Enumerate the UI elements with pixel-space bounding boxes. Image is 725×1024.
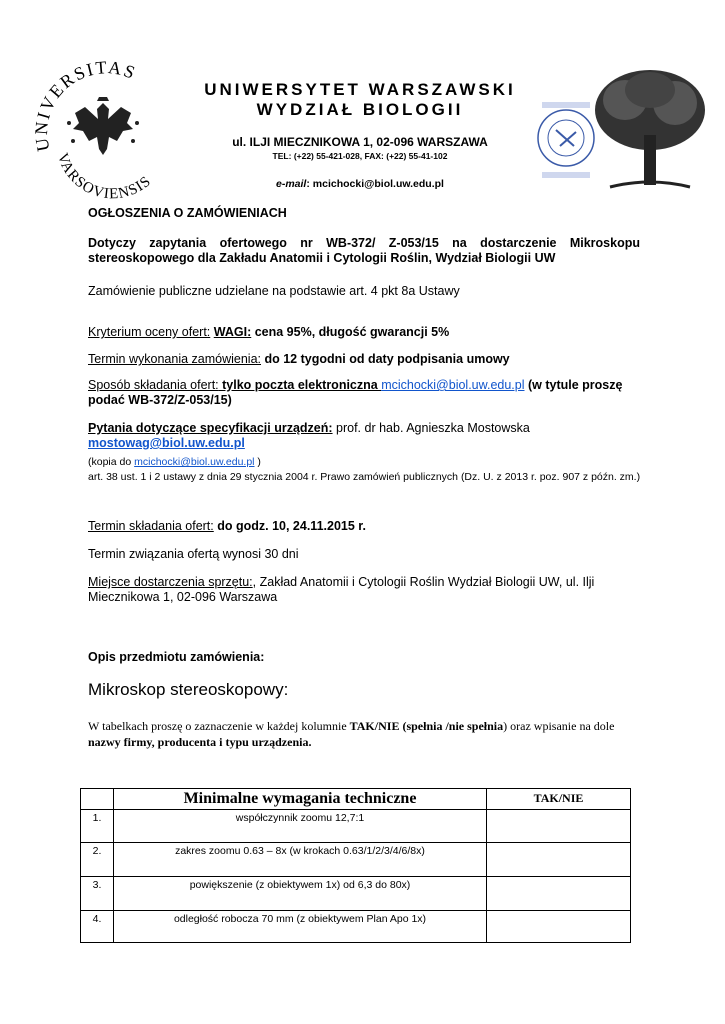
submit-label: Termin składania ofert: <box>88 519 214 533</box>
row-num: 1. <box>81 810 114 843</box>
questions-value: prof. dr hab. Agnieszka Mostowska <box>332 421 530 435</box>
copy-prefix: (kopia do <box>88 456 135 468</box>
deadline-value: do 12 tygodni od daty podpisania umowy <box>261 352 510 366</box>
notices-heading: OGŁOSZENIA O ZAMÓWIENIACH <box>88 206 287 220</box>
completion-deadline <box>88 352 510 367</box>
instr-bold-2: nazwy firmy, producenta i typu urządzenia. <box>88 735 312 749</box>
tel-label: TEL: <box>272 151 292 161</box>
row-tak-nie-cell[interactable] <box>487 911 631 943</box>
table-row <box>81 843 631 877</box>
criteria-label: Kryterium oceny ofert: <box>88 325 211 339</box>
header-tak-nie: TAK/NIE <box>487 789 631 810</box>
address: ul. ILJI MIECZNIKOWA 1, 02-096 WARSZAWA <box>232 135 488 149</box>
tel-value: (+22) 55-421-028, <box>293 151 363 161</box>
copy-note <box>88 455 648 485</box>
submission-method <box>88 378 640 408</box>
row-tak-nie-cell[interactable] <box>487 810 631 843</box>
row-requirement: współczynnik zoomu 12,7:1 <box>114 810 487 843</box>
fax-value: (+22) 55-41-102 <box>386 151 448 161</box>
delivery-value: , Zakład Anatomii i Cytologii Roślin Wydział Biologii UW, ul. Ilji Miecznikowa 1, 02-096 Warszawa <box>88 575 595 604</box>
questions-label: Pytania dotyczące specyfikacji urządzeń: <box>88 421 333 435</box>
binding-period: Termin związania ofertą wynosi 30 dni <box>88 547 299 561</box>
row-num: 4. <box>81 911 114 943</box>
copy-suffix: ) <box>254 456 261 468</box>
subject: Dotyczy zapytania ofertowego nr WB-372/ Z-053/15 na dostarczenie Mikroskopu stereoskopowego dla Zakładu Anatomii i Cytologii Roślin, Wydział Biologii UW <box>88 236 640 265</box>
email-label: e-mail <box>276 178 307 190</box>
legal-reference: art. 38 ust. 1 i 2 ustawy z dnia 29 stycznia 2004 r. Prawo zamówień publicznych (Dz. U. z 2013 r. poz. 907 z późn. zm.) <box>88 471 641 483</box>
logo-text-bottom: VARSOVIENSIS <box>53 151 155 200</box>
method-value: tylko poczta elektroniczna <box>218 378 382 392</box>
row-tak-nie-cell[interactable] <box>487 843 631 877</box>
method-email-link[interactable]: mcichocki@biol.uw.edu.pl <box>381 378 525 392</box>
table-row <box>81 877 631 911</box>
method-suffix: (w tytule proszę podać WB-372/Z-053/15) <box>88 378 623 407</box>
university-logo <box>28 55 178 200</box>
title-line-2: WYDZIAŁ BIOLOGII <box>256 100 464 119</box>
questions-email-link[interactable]: mostowag@biol.uw.edu.pl <box>88 436 245 450</box>
description-heading: Opis przedmiotu zamówienia: <box>88 650 265 664</box>
email-value: : mcichocki@biol.uw.edu.pl <box>306 178 444 190</box>
instructions <box>88 718 640 750</box>
row-requirement: powiększenie (z obiektywem 1x) od 6,3 do 80x) <box>114 877 487 911</box>
copy-email-link[interactable]: mcichocki@biol.uw.edu.pl <box>134 456 255 468</box>
tree-logo <box>590 65 710 195</box>
submit-value: do godz. 10, 24.11.2015 r. <box>213 519 366 533</box>
deadline-label: Termin wykonania zamówienia: <box>88 352 261 366</box>
instr-bold-1: TAK/NIE (spełnia /nie spełnia <box>349 719 504 733</box>
table-row <box>81 911 631 943</box>
logo-text-top: UNIVERSITAS <box>30 57 140 153</box>
header-email <box>200 178 520 190</box>
questions <box>88 421 640 451</box>
eagle-icon <box>67 97 139 155</box>
product-title: Mikroskop stereoskopowy: <box>88 680 289 699</box>
legal-basis: Zamówienie publiczne udzielane na podstawie art. 4 pkt 8a Ustawy <box>88 284 460 298</box>
row-num: 3. <box>81 877 114 911</box>
requirements-table <box>80 788 631 943</box>
criteria <box>88 325 449 340</box>
fax-label: FAX: <box>364 151 384 161</box>
delivery-label: Miejsce dostarczenia sprzętu: <box>88 575 253 589</box>
criteria-wagi: WAGI: <box>213 325 252 339</box>
row-tak-nie-cell[interactable] <box>487 877 631 911</box>
table-header-row <box>81 789 631 810</box>
criteria-value: cena 95%, długość gwarancji 5% <box>251 325 450 339</box>
university-title <box>200 80 520 120</box>
submission-deadline <box>88 519 366 534</box>
header-num <box>81 789 114 810</box>
row-requirement: odległość robocza 70 mm (z obiektywem Plan Apo 1x) <box>114 911 487 943</box>
delivery-place <box>88 575 640 605</box>
instr-part-1: W tabelkach proszę o zaznaczenie w każdej kolumnie <box>88 719 350 733</box>
title-line-1: UNIWERSYTET WARSZAWSKI <box>204 80 516 99</box>
header-requirements: Minimalne wymagania techniczne <box>114 789 487 810</box>
row-num: 2. <box>81 843 114 877</box>
method-label: Sposób składania ofert: <box>88 378 219 392</box>
phone-fax <box>200 151 520 161</box>
instr-part-2: ) oraz wpisanie na dole <box>503 719 615 733</box>
table-row <box>81 810 631 843</box>
row-requirement: zakres zoomu 0.63 – 8x (w krokach 0.63/1/2/3/4/6/8x) <box>114 843 487 877</box>
